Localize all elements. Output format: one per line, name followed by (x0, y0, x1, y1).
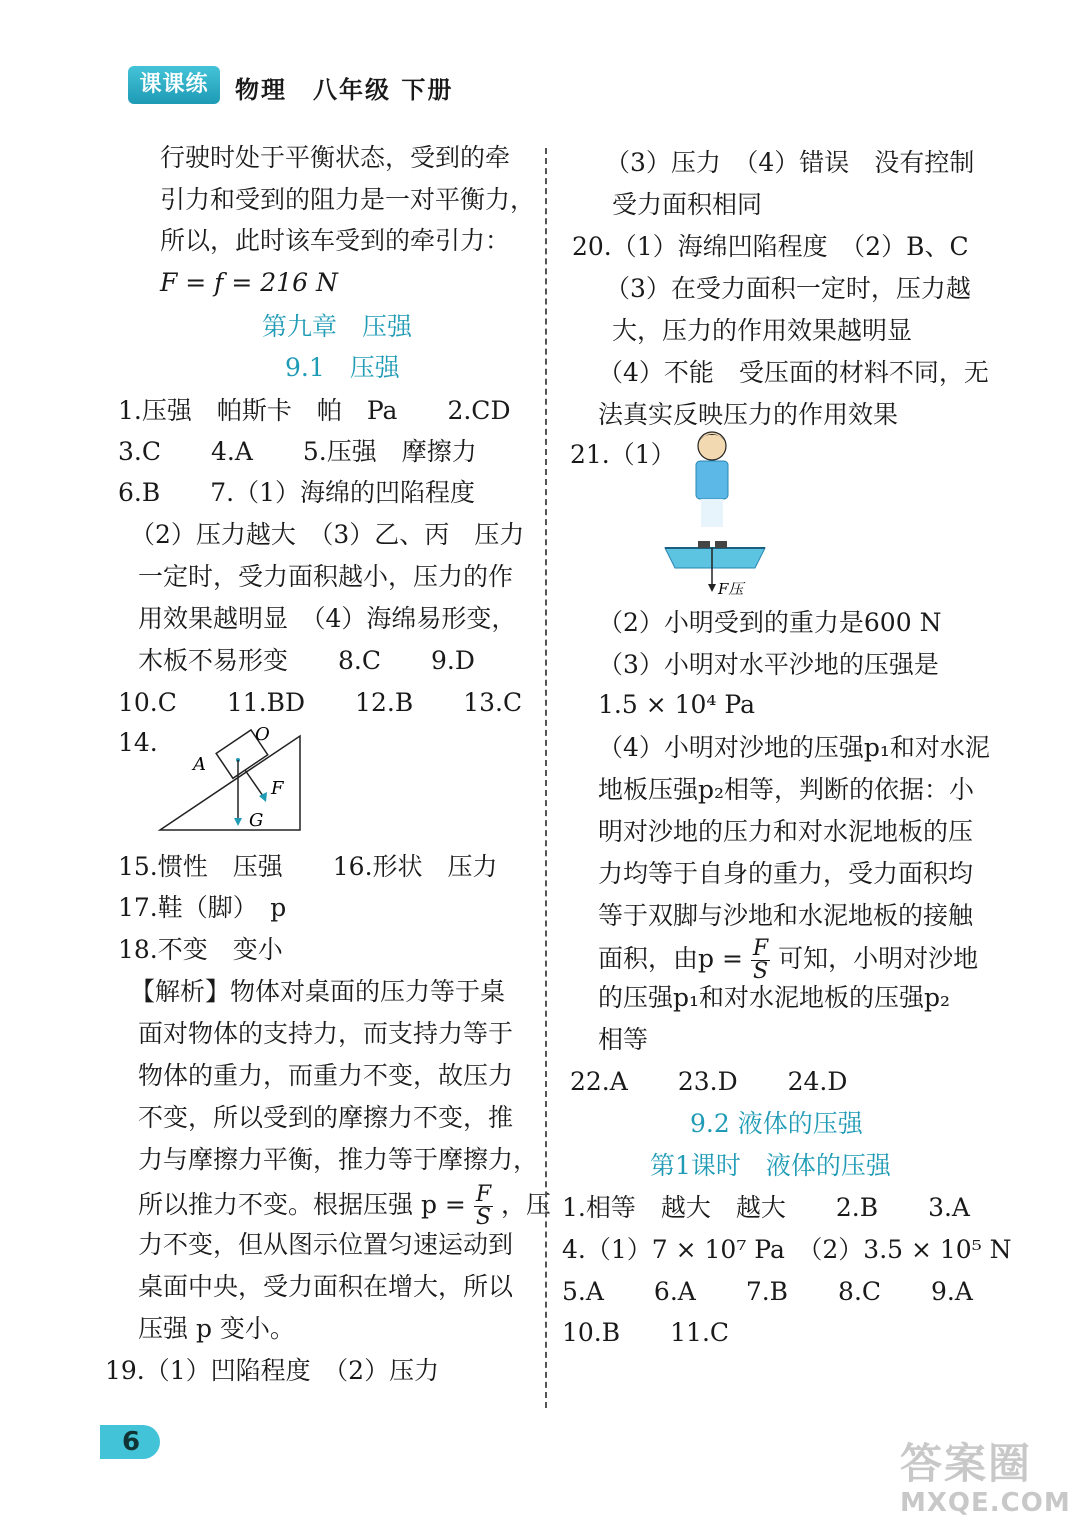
answer-line: 一定时，受力面积越小，压力的作 (138, 562, 514, 591)
answer-line: （2）小明受到的重力是600 N (598, 608, 942, 637)
answer-line: 明对沙地的压力和对水泥地板的压 (598, 817, 974, 846)
answer-line: （3）在受力面积一定时，压力越 (605, 274, 971, 303)
answer-formula-line (598, 938, 978, 983)
answer-line: （4）不能 受压面的材料不同，无 (598, 358, 989, 387)
analysis-line: 物体的重力，而重力不变，故压力 (138, 1061, 514, 1090)
watermark (900, 1440, 1071, 1518)
page-header-title: 物理 八年级 下册 (235, 76, 454, 104)
answer-line: （4）小明对沙地的压强p₁和对水泥 (598, 733, 990, 762)
answer-line: 等于双脚与沙地和水泥地板的接触 (598, 901, 974, 930)
answer-line: 10.B 11.C (562, 1318, 730, 1347)
answer-line: 1.5 × 10⁴ Pa (598, 690, 755, 719)
answer-line: 10.C 11.BD 12.B 13.C (118, 688, 523, 717)
analysis-line: 不变，所以受到的摩擦力不变，推 (138, 1103, 514, 1132)
answer-line: 地板压强p₂相等，判断的依据：小 (598, 775, 975, 804)
pressure-fraction: $\frac{F}{S}$ (752, 936, 769, 984)
analysis-line: 桌面中央，受力面积在增大，所以 (138, 1272, 514, 1301)
label-F: F (271, 778, 284, 799)
analysis-formula-line (138, 1184, 551, 1229)
formula-text: ，压 (501, 1190, 552, 1219)
incline-diagram (155, 718, 315, 838)
head (698, 432, 726, 460)
foot-left (698, 541, 710, 548)
answer-line: 18.不变 变小 (118, 935, 283, 964)
label-A: A (193, 754, 206, 775)
pressure-arrowhead (708, 584, 716, 592)
answer-line: 5.A 6.A 7.B 8.C 9.A (562, 1277, 973, 1306)
analysis-line: 面对物体的支持力，而支持力等于 (138, 1019, 514, 1048)
answer-line: 3.C 4.A 5.压强 摩擦力 (118, 437, 477, 466)
section-title: 9.2 液体的压强 (690, 1109, 863, 1138)
pressure-fraction: $\frac{F}{S}$ (475, 1182, 492, 1230)
pressure-arrowhead (259, 792, 267, 802)
answer-line: 20.（1）海绵凹陷程度 （2）B、C (572, 232, 969, 261)
formula-text: 可知，小明对沙地 (778, 944, 979, 973)
answer-line: 相等 (598, 1025, 649, 1054)
answer-label: 14. (118, 728, 158, 757)
answer-line: 4.（1）7 × 10⁷ Pa （2）3.5 × 10⁵ N (562, 1235, 1012, 1264)
shirt (696, 461, 728, 499)
intro-line: 所以，此时该车受到的牵引力： (160, 226, 511, 255)
answer-line: （3）小明对水平沙地的压强是 (598, 650, 939, 679)
answer-line: 1.相等 越大 越大 2.B 3.A (562, 1193, 970, 1222)
label-O: O (255, 724, 270, 745)
answer-line: 6.B 7.（1）海绵的凹陷程度 (118, 478, 475, 507)
intro-formula: F = f = 216 N (160, 268, 338, 297)
analysis-line: 【解析】物体对桌面的压力等于桌 (130, 977, 506, 1006)
answer-label: 21.（1） (570, 440, 676, 469)
answer-line: 的压强p₁和对水泥地板的压强p₂ (598, 983, 951, 1012)
answer-line: 用效果越明显 （4）海绵易形变， (138, 604, 517, 633)
answer-line: 22.A 23.D 24.D (570, 1067, 848, 1096)
answer-line: 木板不易形变 8.C 9.D (138, 646, 475, 675)
analysis-line: 压强 p 变小。 (138, 1314, 295, 1343)
watermark-url: MXQE.COM (900, 1488, 1071, 1518)
gravity-arrowhead (234, 818, 242, 826)
foot-right (715, 541, 727, 548)
lesson-title: 第1课时 液体的压强 (650, 1151, 891, 1180)
answer-line: 19.（1）凹陷程度 （2）压力 (105, 1356, 440, 1385)
answer-line: 15.惯性 压强 16.形状 压力 (118, 852, 498, 881)
intro-line: 行驶时处于平衡状态，受到的牵 (160, 143, 511, 172)
label-G: G (249, 810, 264, 831)
column-divider (545, 148, 547, 1408)
label-F-pressure: F压 (718, 580, 744, 598)
answer-line: （2）压力越大 （3）乙、丙 压力 (130, 520, 525, 549)
brand-logo: 课课练 (128, 66, 220, 104)
pressure-arrow (245, 770, 263, 796)
formula-text: 面积，由p = (598, 944, 743, 973)
formula-text: 所以推力不变。根据压强 p = (138, 1190, 466, 1219)
section-title: 9.1 压强 (285, 353, 400, 382)
answer-line: 法真实反映压力的作用效果 (598, 400, 899, 429)
watermark-text: 答案圈 (900, 1439, 1033, 1488)
person-on-sand-diagram (660, 428, 775, 608)
analysis-line: 力与摩擦力平衡，推力等于摩擦力， (138, 1145, 539, 1174)
answer-line: 力均等于自身的重力，受力面积均 (598, 859, 974, 888)
intro-line: 引力和受到的阻力是一对平衡力， (160, 185, 536, 214)
answer-line: 1.压强 帕斯卡 帕 Pa 2.CD (118, 396, 511, 425)
legs (701, 499, 723, 527)
answer-line: 17.鞋（脚） p (118, 893, 287, 922)
answer-line: （3）压力 （4）错误 没有控制 (605, 148, 975, 177)
sand-block (665, 548, 765, 568)
page-number: 6 (100, 1425, 160, 1459)
chapter-title: 第九章 压强 (262, 312, 413, 341)
answer-line: 大，压力的作用效果越明显 (612, 316, 913, 345)
answer-line: 受力面积相同 (612, 190, 763, 219)
analysis-line: 力不变，但从图示位置匀速运动到 (138, 1230, 514, 1259)
